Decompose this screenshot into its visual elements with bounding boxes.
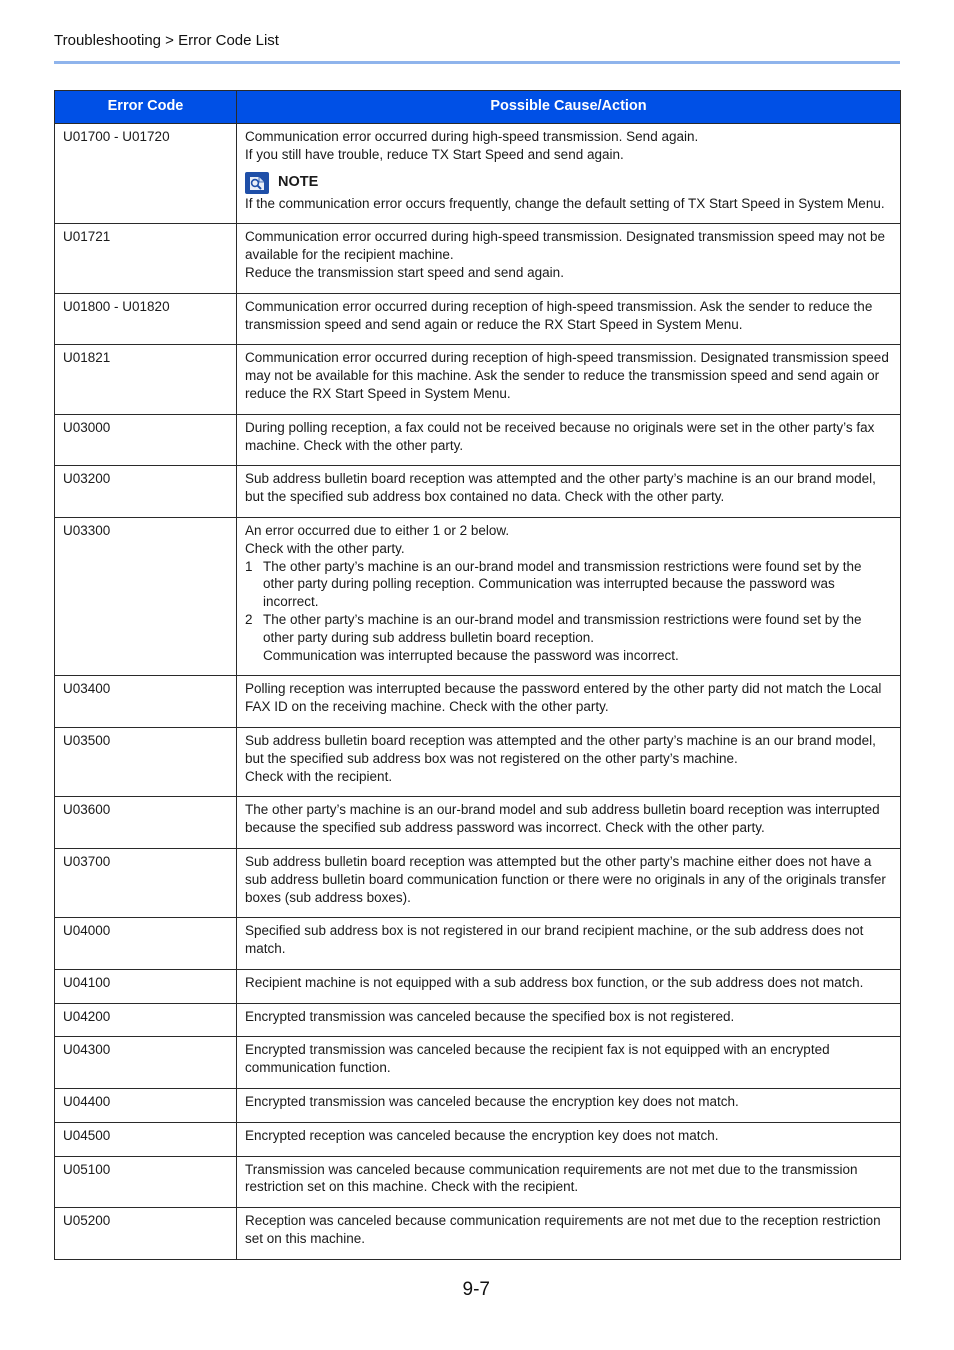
cause-text: Transmission was canceled because communication requirements are not met due to the transmission restriction set on this machine. Check with the recipient. (245, 1161, 858, 1195)
note-heading (245, 172, 892, 194)
error-code-cell: U04000 (55, 918, 237, 970)
error-code-cell: U04100 (55, 969, 237, 1003)
cause-action-cell (237, 918, 901, 970)
table-row (55, 848, 901, 917)
column-header-possible-cause: Possible Cause/Action (237, 91, 901, 124)
cause-text: Communication error occurred during reception of high-speed transmission. Ask the sender to reduce the transmission speed and send again or reduce the RX Start Speed in System Menu. (245, 298, 873, 332)
table-row (55, 1089, 901, 1123)
table-row (55, 727, 901, 796)
error-code-cell: U03600 (55, 797, 237, 849)
cause-text: Check with the recipient. (245, 768, 393, 784)
page-number: 9-7 (462, 1279, 490, 1300)
cause-text: Specified sub address box is not registered in our brand recipient machine, or the sub address does not match. (245, 923, 864, 957)
cause-action-cell (237, 124, 901, 224)
error-code-cell: U03000 (55, 414, 237, 466)
column-header-error-code: Error Code (55, 91, 237, 124)
table-row (55, 466, 901, 518)
cause-action-cell (237, 848, 901, 917)
cause-action-cell (237, 1003, 901, 1037)
table-row (55, 918, 901, 970)
table-header-row (55, 91, 901, 124)
error-code-cell: U05200 (55, 1208, 237, 1260)
breadcrumb: Troubleshooting > Error Code List (54, 32, 279, 49)
list-item-text: The other party’s machine is an our-brand model and transmission restrictions were found set by the other party during sub address bulletin board reception. (263, 611, 862, 645)
header-divider (54, 61, 900, 64)
table-row (55, 293, 901, 345)
table-row (55, 224, 901, 293)
table-row (55, 1037, 901, 1089)
list-item-number: 1 (245, 558, 253, 574)
cause-action-cell (237, 727, 901, 796)
table-row (55, 1122, 901, 1156)
cause-action-cell (237, 1089, 901, 1123)
cause-text: An error occurred due to either 1 or 2 below. (245, 522, 510, 538)
note-icon (245, 172, 269, 194)
cause-action-cell (237, 676, 901, 728)
error-code-cell: U01800 - U01820 (55, 293, 237, 345)
table-body (55, 124, 901, 1260)
cause-action-cell (237, 414, 901, 466)
cause-text: Encrypted transmission was canceled because the specified box is not registered. (245, 1008, 735, 1024)
cause-action-cell (237, 466, 901, 518)
list-item (245, 611, 892, 664)
error-code-cell: U04500 (55, 1122, 237, 1156)
cause-text: Communication error occurred during reception of high-speed transmission. Designated transmission speed may not be available for this machine. Ask the sender to reduce the transmission speed and send again or reduce the RX Start Speed in System Menu. (245, 350, 889, 401)
error-code-cell: U03500 (55, 727, 237, 796)
list-item-text: Communication was interrupted because the password was incorrect. (263, 647, 679, 663)
table-row (55, 1208, 901, 1260)
cause-action-cell (237, 1208, 901, 1260)
cause-text: Encrypted transmission was canceled because the encryption key does not match. (245, 1094, 739, 1110)
error-code-table (54, 90, 901, 1260)
note-text: If the communication error occurs frequently, change the default setting of TX Start Speed in System Menu. (245, 195, 885, 211)
cause-text: Recipient machine is not equipped with a sub address box function, or the sub address does not match. (245, 974, 864, 990)
error-code-cell: U01700 - U01720 (55, 124, 237, 224)
cause-text: Communication error occurred during high-speed transmission. Designated transmission speed may not be available for the recipient machine. (245, 229, 886, 263)
table-row (55, 969, 901, 1003)
table-row (55, 1003, 901, 1037)
error-code-cell: U03400 (55, 676, 237, 728)
cause-action-cell (237, 969, 901, 1003)
error-code-cell: U04400 (55, 1089, 237, 1123)
cause-text: Sub address bulletin board reception was attempted but the other party’s machine either does not have a sub address bulletin board communication function or there were no originals in any of the originals transfer boxes (sub address boxes). (245, 853, 886, 905)
cause-action-cell (237, 224, 901, 293)
table-row (55, 414, 901, 466)
cause-text: Communication error occurred during high-speed transmission. Send again. (245, 129, 699, 144)
error-code-cell: U05100 (55, 1156, 237, 1208)
cause-text: If you still have trouble, reduce TX Start Speed and send again. (245, 146, 624, 162)
cause-text: Reception was canceled because communication requirements are not met due to the reception restriction set on this machine. (245, 1213, 881, 1247)
cause-text: Polling reception was interrupted because the password entered by the other party did not match the Local FAX ID on the receiving machine. Check with the other party. (245, 681, 882, 715)
error-code-cell: U03300 (55, 517, 237, 675)
table-row (55, 1156, 901, 1208)
cause-action-cell (237, 1122, 901, 1156)
cause-action-cell (237, 293, 901, 345)
list-item (245, 558, 892, 611)
cause-action-cell (237, 1037, 901, 1089)
cause-text: Encrypted transmission was canceled because the recipient fax is not equipped with an encrypted communication function. (245, 1042, 830, 1076)
error-code-cell: U03200 (55, 466, 237, 518)
list-item-number: 2 (245, 611, 253, 627)
list-item-text: The other party’s machine is an our-brand model and transmission restrictions were found set by the other party during polling reception. Communication was interrupted because the password was incorrect. (263, 558, 862, 610)
cause-text: Sub address bulletin board reception was attempted and the other party’s machine is an our brand model, but the specified sub address box was not registered on the other party’s machine. (245, 732, 876, 766)
cause-action-cell (237, 1156, 901, 1208)
cause-action-cell (237, 345, 901, 414)
table-row (55, 797, 901, 849)
table-row (55, 345, 901, 414)
error-code-cell: U01721 (55, 224, 237, 293)
cause-text: Sub address bulletin board reception was attempted and the other party’s machine is an our brand model, but the specified sub address box contained no data. Check with the other party. (245, 471, 876, 505)
table-row (55, 517, 901, 675)
error-code-cell: U03700 (55, 848, 237, 917)
cause-text: Reduce the transmission start speed and send again. (245, 264, 564, 280)
cause-action-cell (237, 517, 901, 675)
cause-text: The other party’s machine is an our-brand model and sub address bulletin board reception was interrupted because the specified sub address password was incorrect. Check with the other party. (245, 802, 880, 836)
error-code-cell: U04300 (55, 1037, 237, 1089)
cause-text: During polling reception, a fax could not be received because no originals were set in the other party’s fax machine. Check with the other party. (245, 419, 875, 453)
note-label: NOTE (278, 173, 319, 190)
table-row (55, 676, 901, 728)
error-code-cell: U04200 (55, 1003, 237, 1037)
cause-action-cell (237, 797, 901, 849)
numbered-list (245, 558, 892, 665)
cause-text: Encrypted reception was canceled because the encryption key does not match. (245, 1127, 719, 1143)
table-row (55, 124, 901, 224)
error-code-cell: U01821 (55, 345, 237, 414)
cause-text: Check with the other party. (245, 540, 405, 556)
